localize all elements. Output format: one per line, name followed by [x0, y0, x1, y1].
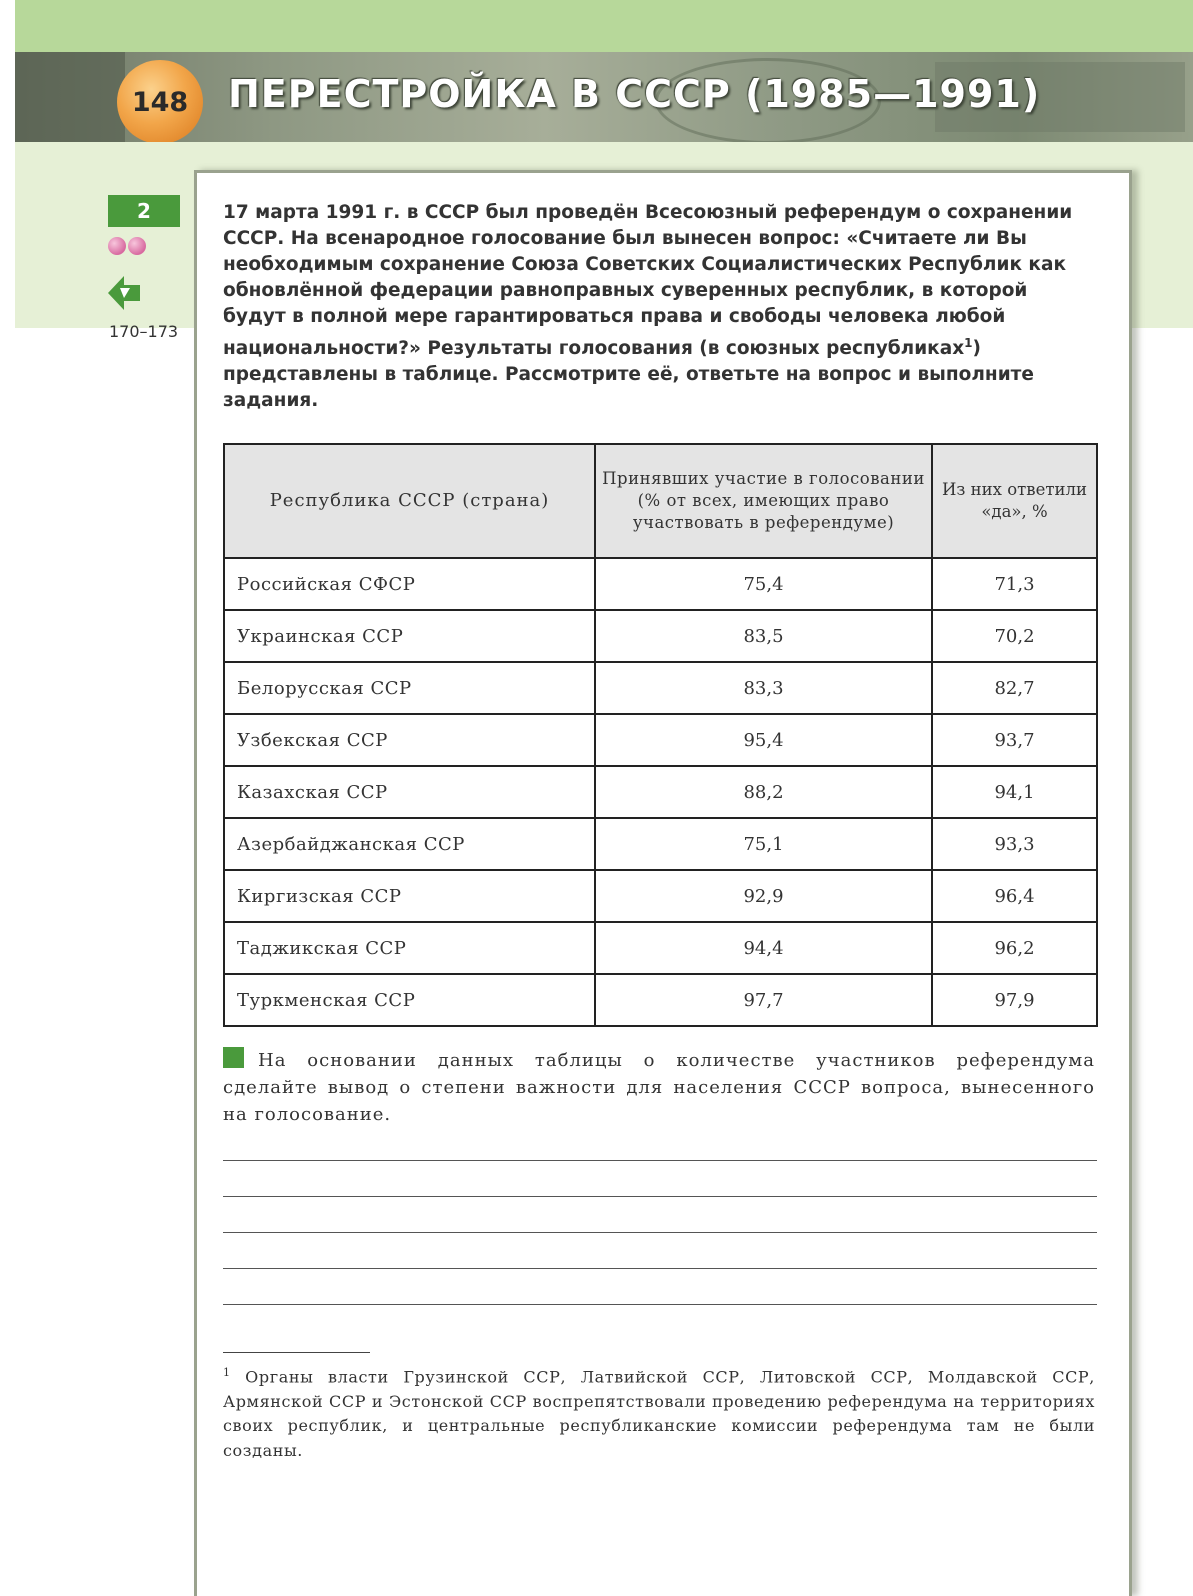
answer-line[interactable]: [223, 1232, 1097, 1233]
footnote: [223, 1361, 1095, 1463]
cell-republic: Таджикская ССР: [224, 922, 595, 974]
task-number: 2: [108, 195, 180, 227]
table-row: [224, 662, 1097, 714]
cell-turnout: 88,2: [595, 766, 932, 818]
task-question: [223, 1047, 1095, 1128]
chapter-title: ПЕРЕСТРОЙКА В СССР (1985—1991): [228, 72, 1041, 116]
table-row: [224, 974, 1097, 1026]
footnote-marker: 1: [223, 1366, 231, 1379]
table-row: [224, 766, 1097, 818]
cell-yes: 96,2: [932, 922, 1097, 974]
column-header-republic: Республика СССР (страна): [224, 444, 595, 558]
intro-text: 17 марта 1991 г. в СССР был проведён Всесоюзный референдум о сохранении СССР. На всенародное голосование был вынесен вопрос: «Считаете ли Вы необходимым сохранение Союза Советских Социалистических Республик как обновлённой федерации равноправных суверенных республик, в которой будут в полной мере гарантироваться права и свободы человека любой национальности?» Результаты голосования (в союзных республиках: [223, 202, 1073, 360]
cell-turnout: 83,5: [595, 610, 932, 662]
task-marker-icon: [223, 1047, 244, 1068]
cell-turnout: 97,7: [595, 974, 932, 1026]
cell-yes: 71,3: [932, 558, 1097, 610]
page-reference: 170–173: [109, 322, 179, 341]
cell-turnout: 94,4: [595, 922, 932, 974]
cell-yes: 94,1: [932, 766, 1097, 818]
cell-republic: Белорусская ССР: [224, 662, 595, 714]
difficulty-dot-icon: [108, 237, 126, 255]
footnote-divider: [223, 1352, 370, 1353]
footnote-text: Органы власти Грузинской ССР, Латвийской ССР, Литовской ССР, Молдавской ССР, Армянской ССР и Эстонской ССР воспрепятствовали проведению референдума на территориях своих республик, и центральные республиканские комиссии референдума там не были созданы.: [223, 1367, 1095, 1460]
table-row: [224, 922, 1097, 974]
cell-republic: Узбекская ССР: [224, 714, 595, 766]
cell-republic: Азербайджанская ССР: [224, 818, 595, 870]
page-number-badge: 148: [117, 60, 203, 144]
table-row: [224, 558, 1097, 610]
column-header-turnout: Принявших участие в голосовании (% от всех, имеющих право участвовать в референдуме): [595, 444, 932, 558]
answer-line[interactable]: [223, 1268, 1097, 1269]
table-row: [224, 714, 1097, 766]
answer-line[interactable]: [223, 1160, 1097, 1161]
table-row: [224, 870, 1097, 922]
cell-republic: Киргизская ССР: [224, 870, 595, 922]
intro-text-end: ) представлены в таблице. Рассмотрите её, ответьте на вопрос и выполните задания.: [223, 338, 1034, 412]
difficulty-dot-icon: [128, 237, 146, 255]
referendum-table: [223, 443, 1098, 1027]
cell-republic: Казахская ССР: [224, 766, 595, 818]
cell-turnout: 75,4: [595, 558, 932, 610]
top-stripe: [15, 0, 1193, 52]
cell-yes: 70,2: [932, 610, 1097, 662]
answer-line[interactable]: [223, 1196, 1097, 1197]
cell-turnout: 75,1: [595, 818, 932, 870]
answer-line[interactable]: [223, 1304, 1097, 1305]
cell-yes: 96,4: [932, 870, 1097, 922]
cell-yes: 97,9: [932, 974, 1097, 1026]
cell-republic: Туркменская ССР: [224, 974, 595, 1026]
cell-turnout: 92,9: [595, 870, 932, 922]
banner-photo-left: [15, 52, 125, 142]
cell-yes: 93,3: [932, 818, 1097, 870]
cell-yes: 82,7: [932, 662, 1097, 714]
table-row: [224, 610, 1097, 662]
table-header-row: [224, 444, 1097, 558]
footnote-ref: 1: [964, 336, 973, 350]
column-header-yes: Из них ответили «да», %: [932, 444, 1097, 558]
task-intro: [223, 200, 1093, 414]
green-arrow-icon: [106, 274, 142, 312]
table-row: [224, 818, 1097, 870]
question-text: На основании данных таблицы о количестве участников референдума сделайте вывод о степени важности для населения СССР вопроса, вынесенного на голосование.: [223, 1050, 1095, 1125]
cell-republic: Украинская ССР: [224, 610, 595, 662]
cell-turnout: 83,3: [595, 662, 932, 714]
cell-turnout: 95,4: [595, 714, 932, 766]
cell-yes: 93,7: [932, 714, 1097, 766]
cell-republic: Российская СФСР: [224, 558, 595, 610]
